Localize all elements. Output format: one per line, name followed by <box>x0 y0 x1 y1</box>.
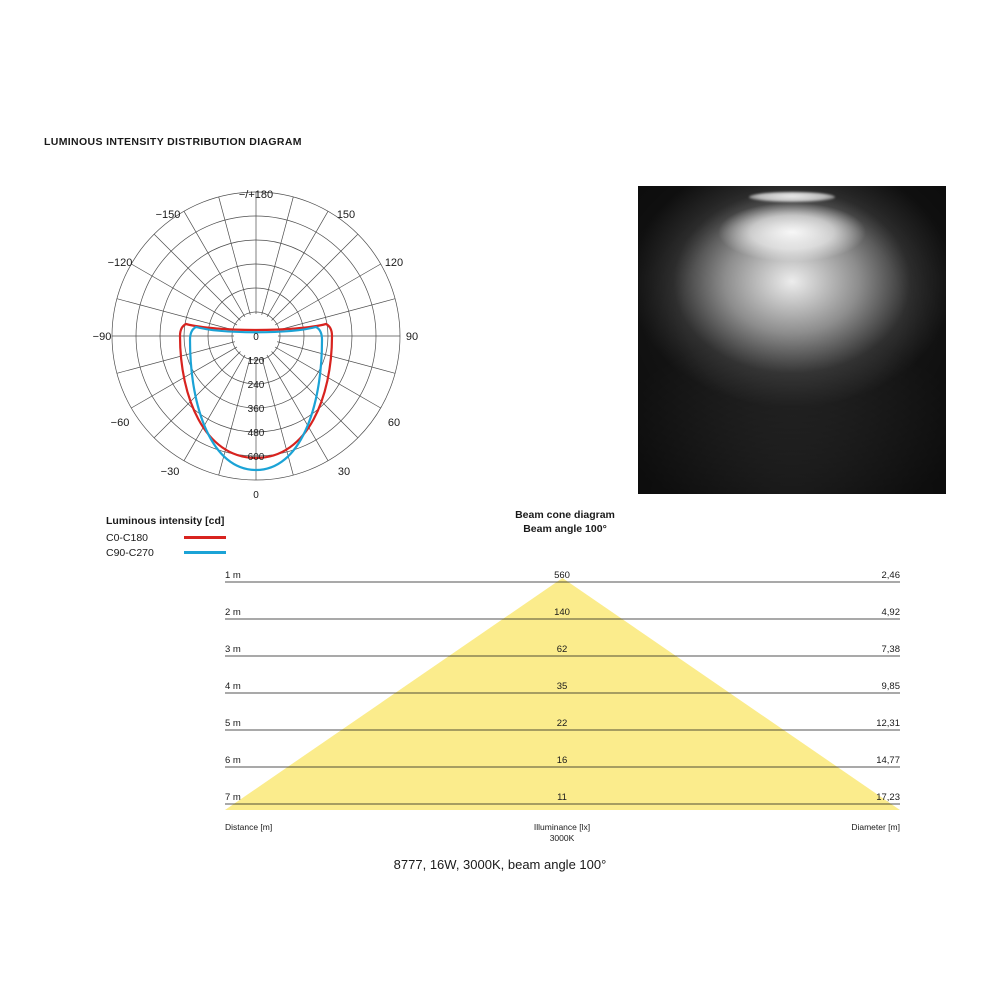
beam-cone-title-line1: Beam cone diagram <box>515 509 615 521</box>
beam-cone-axis-labels <box>225 822 900 846</box>
cone-row-illuminance: 16 <box>556 755 568 766</box>
axis-label-diameter: Diameter [m] <box>851 822 900 832</box>
cone-row-distance: 2 m <box>225 607 241 618</box>
polar-label-120: 120 <box>384 257 404 269</box>
cone-row-distance: 1 m <box>225 570 241 581</box>
cone-row-diameter: 7,38 <box>881 644 900 655</box>
beam-cone-title-line2: Beam angle 100° <box>523 523 607 535</box>
polar-label-minus90: −90 <box>92 331 112 343</box>
legend-swatch-c90-c270 <box>184 551 226 554</box>
light-distribution-photo <box>638 186 946 494</box>
polar-ring-label-120: 120 <box>247 356 265 367</box>
beam-cone-diagram <box>225 570 900 820</box>
cone-row-distance: 7 m <box>225 792 241 803</box>
cone-row-illuminance: 560 <box>554 570 570 581</box>
polar-ring-label-600: 600 <box>247 452 265 463</box>
polar-label-center-zero: 0 <box>253 332 259 343</box>
chart-legend <box>106 515 346 560</box>
axis-label-distance: Distance [m] <box>225 822 273 832</box>
cone-row-illuminance: 140 <box>554 607 570 618</box>
figure-caption: 8777, 16W, 3000K, beam angle 100° <box>393 857 607 872</box>
cone-row-illuminance: 22 <box>556 718 568 729</box>
polar-label-minus60: −60 <box>110 417 130 429</box>
polar-label-30: 30 <box>337 466 351 478</box>
polar-label-60: 60 <box>387 417 401 429</box>
polar-label-90: 90 <box>405 331 419 343</box>
polar-label-bottom-zero: 0 <box>253 490 259 501</box>
polar-chart-svg <box>60 170 490 510</box>
beam-cone-title <box>440 508 690 536</box>
legend-title: Luminous intensity [cd] <box>106 515 225 527</box>
legend-item-c90-c270 <box>106 545 346 560</box>
legend-item-label: C0-C180 <box>106 531 149 544</box>
cone-row-diameter: 4,92 <box>881 607 900 618</box>
cone-row-diameter: 17,23 <box>876 792 900 803</box>
photo-vignette <box>638 186 946 494</box>
polar-label-minus120: −120 <box>107 257 133 269</box>
cone-row-illuminance: 35 <box>556 681 568 692</box>
cone-row-diameter: 14,77 <box>876 755 900 766</box>
legend-swatch-c0-c180 <box>184 536 226 539</box>
polar-label-minus150: −150 <box>155 209 181 221</box>
cone-row-distance: 6 m <box>225 755 241 766</box>
cone-row-illuminance: 62 <box>556 644 568 655</box>
axis-label-illuminance-cct: 3000K <box>549 833 575 843</box>
cone-row-illuminance: 11 <box>557 792 567 803</box>
cone-row-diameter: 12,31 <box>876 718 900 729</box>
cone-row-distance: 4 m <box>225 681 241 692</box>
axis-label-illuminance-unit: Illuminance [lx] <box>533 822 591 832</box>
cone-row-diameter: 2,46 <box>881 570 900 581</box>
cone-row-distance: 3 m <box>225 644 241 655</box>
polar-label-150: 150 <box>336 209 356 221</box>
polar-label-top: −/+180 <box>238 189 274 201</box>
polar-label-minus30: −30 <box>160 466 180 478</box>
legend-item-c0-c180 <box>106 530 346 545</box>
luminous-intensity-polar-chart <box>60 170 490 510</box>
polar-ring-label-360: 360 <box>247 404 265 415</box>
axis-label-illuminance <box>517 822 607 844</box>
page-title: LUMINOUS INTENSITY DISTRIBUTION DIAGRAM <box>44 136 302 148</box>
cone-row-distance: 5 m <box>225 718 241 729</box>
cone-row-diameter: 9,85 <box>881 681 900 692</box>
legend-item-label: C90-C270 <box>106 546 154 559</box>
polar-ring-label-480: 480 <box>247 428 265 439</box>
polar-ring-label-240: 240 <box>247 380 265 391</box>
